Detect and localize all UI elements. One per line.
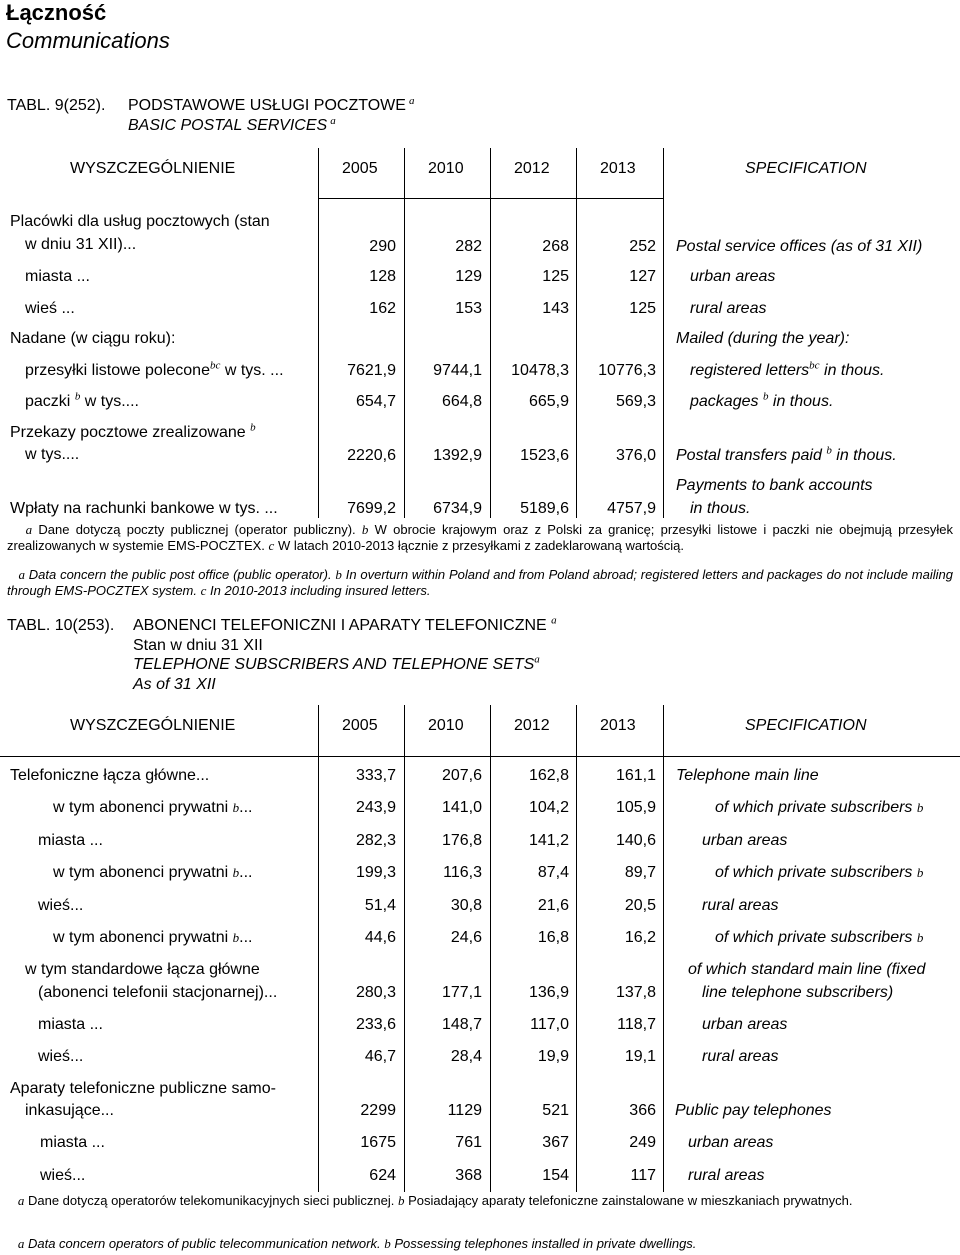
t1-cell: 128 <box>369 268 396 285</box>
t2-row-label: Aparaty telefoniczne publiczne samo- <box>10 1080 276 1097</box>
t2-row-label <box>40 1134 105 1152</box>
leader-dots: ... <box>239 929 253 946</box>
t2-row-label-text: wieś <box>38 1048 71 1065</box>
t2-row-label <box>38 1048 83 1066</box>
footnote-text: In 2010-2013 including insured letters. <box>210 583 431 598</box>
t2-cell: 19,9 <box>537 1048 569 1065</box>
table2-number: TABL. 10(253). <box>7 617 115 634</box>
footnote-mark: b <box>250 421 256 434</box>
t1-header-year: 2012 <box>514 160 550 177</box>
t1-row-label <box>10 421 256 442</box>
t2-col-divider <box>576 705 577 1192</box>
t1-cell: 268 <box>542 238 569 255</box>
t2-row-spec <box>715 929 923 947</box>
t2-row-spec-text: of which private subscribers <box>715 929 913 946</box>
leader-dots: ... <box>264 500 278 517</box>
t1-row-label <box>25 359 284 380</box>
table2-title-en-text: TELEPHONE SUBSCRIBERS AND TELEPHONE SETS <box>133 656 535 673</box>
t2-cell: 89,7 <box>624 864 656 881</box>
footnote-mark: b <box>826 444 832 457</box>
t2-row-label-text: w tym abonenci prywatni <box>53 799 229 816</box>
leader-dots: ... <box>100 1102 114 1119</box>
t2-cell: 24,6 <box>450 929 482 946</box>
t2-cell: 137,8 <box>615 984 656 1001</box>
footnote-mark: b <box>361 522 369 537</box>
t1-row-label-text: w dniu 31 XII) <box>25 236 123 253</box>
t2-cell: 46,7 <box>364 1048 396 1065</box>
table2-title-pl-text: ABONENCI TELEFONICZNI I APARATY TELEFONICZNE <box>133 617 547 634</box>
footnote-mark: b <box>74 390 81 403</box>
t2-row-label: w tym standardowe łącza główne <box>25 961 260 978</box>
t2-cell: 16,2 <box>624 929 656 946</box>
t1-row-label <box>25 300 75 318</box>
t2-row-label <box>53 864 252 882</box>
t2-cell: 199,3 <box>355 864 396 881</box>
t2-header-year: 2013 <box>600 717 636 734</box>
t2-cell: 104,2 <box>528 799 569 816</box>
t2-cell: 207,6 <box>441 767 482 784</box>
t2-row-label-text: miasta <box>38 832 86 849</box>
leader-dots: ... <box>239 799 253 816</box>
t2-cell: 280,3 <box>355 984 396 1001</box>
t2-row-spec: urban areas <box>688 1134 774 1151</box>
t2-cell: 624 <box>369 1167 396 1184</box>
t2-row-spec: Telephone main line <box>676 767 819 784</box>
footnote-mark: b <box>335 567 342 582</box>
t2-header-left: WYSZCZEGÓLNIENIE <box>70 717 236 734</box>
t2-row-spec: urban areas <box>702 832 788 849</box>
t1-row-label-text: w tys. <box>25 446 66 463</box>
t2-cell: 2299 <box>360 1102 396 1119</box>
footnote-text: W latach 2010-2013 łącznie z przesyłkami z zadeklarowaną wartością. <box>277 538 685 553</box>
t2-cell: 30,8 <box>450 897 482 914</box>
t2-cell: 140,6 <box>615 832 656 849</box>
t1-header-year: 2013 <box>600 160 636 177</box>
table1-title-pl <box>128 94 415 115</box>
t1-cell: 7699,2 <box>347 500 396 517</box>
table1-title-en <box>128 114 336 135</box>
t2-row-label-text: miasta <box>40 1134 88 1151</box>
t2-cell: 366 <box>629 1102 656 1119</box>
t2-footnotes-pl <box>7 1193 953 1209</box>
t1-row-spec: Postal service offices (as of 31 XII) <box>676 238 923 255</box>
t1-cell: 1523,6 <box>520 447 569 464</box>
t2-row-label-text: wieś <box>40 1167 73 1184</box>
t2-row-spec: line telephone subscribers) <box>702 984 894 1001</box>
footnote-mark: c <box>268 538 275 553</box>
leader-dots: ... <box>70 1048 84 1065</box>
footnote-text: Data concern the public post office (public operator). <box>28 567 332 582</box>
t2-cell: 162,8 <box>528 767 569 784</box>
t2-row-spec: of which standard main line (fixed <box>688 961 926 978</box>
t1-cell: 125 <box>542 268 569 285</box>
t1-header-right: SPECIFICATION <box>745 160 867 177</box>
footnote-text: Dane dotyczą operatorów telekomunikacyjnych sieci publicznej. <box>27 1193 395 1208</box>
footnote-mark: b <box>916 865 924 880</box>
t2-row-label <box>38 984 277 1002</box>
t1-header-left: WYSZCZEGÓLNIENIE <box>70 160 236 177</box>
footnote-mark: a <box>25 522 33 537</box>
t2-cell: 141,2 <box>528 832 569 849</box>
t1-row-label <box>25 390 139 411</box>
table2-title-pl <box>133 614 557 635</box>
t2-cell: 367 <box>542 1134 569 1151</box>
table2-title-en <box>133 653 540 674</box>
footnote-text: W obrocie krajowym oraz z Polski za granicę; przesyłki listowe i paczki nie obejmują przesyłek zrealizowanych w systemie EMS-POCZTEX. <box>7 522 953 553</box>
t1-cell: 6734,9 <box>433 500 482 517</box>
t2-footnotes-en <box>7 1236 953 1252</box>
t2-row-spec-text: of which private subscribers <box>715 864 913 881</box>
t2-cell: 141,0 <box>441 799 482 816</box>
t1-cell: 153 <box>455 300 482 317</box>
t1-row-label-text: Przekazy pocztowe zrealizowane <box>10 424 246 441</box>
t1-cell: 5189,6 <box>520 500 569 517</box>
t2-row-spec: rural areas <box>702 897 779 914</box>
leader-dots: ... <box>89 1016 103 1033</box>
t1-cell: 10776,3 <box>598 362 656 379</box>
t2-row-label-text: Telefoniczne łącza główne <box>10 767 196 784</box>
t2-row-label-text: (abonenci telefonii stacjonarnej) <box>38 984 264 1001</box>
footnote-text: Posiadający aparaty telefoniczne zainstalowane w mieszkaniach prywatnych. <box>408 1193 853 1208</box>
t1-cell: 143 <box>542 300 569 317</box>
t2-cell: 118,7 <box>617 1016 656 1033</box>
t2-row-label <box>38 1016 103 1034</box>
t1-row-label-unit: w tys. <box>224 362 266 379</box>
footnote-text: Data concern operators of public telecommunication network. <box>27 1236 381 1251</box>
t2-cell: 117,0 <box>530 1016 569 1033</box>
leader-dots: ... <box>270 362 284 379</box>
t1-row-label-text: wieś <box>25 300 58 317</box>
t2-row-label <box>53 799 252 817</box>
t2-header-right: SPECIFICATION <box>745 717 867 734</box>
leader-dots: ... <box>239 864 253 881</box>
t2-row-spec: Public pay telephones <box>675 1102 832 1119</box>
t2-cell: 16,8 <box>537 929 569 946</box>
t1-cell: 4757,9 <box>607 500 656 517</box>
footnote-text: In overturn within Poland and from Poland abroad; registered letters and packages do not include mailing through EMS-POCZTEX system. <box>7 567 953 598</box>
t1-col-divider <box>318 148 319 518</box>
t2-row-label-text: wieś <box>38 897 71 914</box>
t2-row-label <box>53 929 252 947</box>
leader-dots: ... <box>61 300 75 317</box>
t2-cell: 28,4 <box>450 1048 482 1065</box>
leader-dots: ... <box>70 897 84 914</box>
t2-row-label <box>38 897 83 915</box>
t2-cell: 21,6 <box>537 897 569 914</box>
t2-cell: 368 <box>455 1167 482 1184</box>
t2-row-label <box>38 832 103 850</box>
t2-cell: 44,6 <box>364 929 396 946</box>
t1-footnotes-en <box>7 567 953 599</box>
leader-dots: ... <box>72 1167 86 1184</box>
t1-row-label-text: paczki <box>25 393 71 410</box>
t2-cell: 333,7 <box>355 767 396 784</box>
t2-row-label <box>25 1102 114 1120</box>
t2-cell: 136,9 <box>528 984 569 1001</box>
t1-cell: 129 <box>455 268 482 285</box>
t1-row-spec-text: packages <box>690 393 759 410</box>
table1-title-en-text: BASIC POSTAL SERVICES <box>128 117 328 134</box>
t2-cell: 521 <box>542 1102 569 1119</box>
t2-col-divider <box>663 705 664 1192</box>
t2-col-divider <box>404 705 405 1192</box>
t1-col-divider <box>404 148 405 518</box>
t1-row-label-unit: w tys. <box>84 393 126 410</box>
t2-cell: 233,6 <box>355 1016 396 1033</box>
footnote-mark: b <box>397 1193 405 1208</box>
footnote-mark: a <box>18 567 25 582</box>
footnote-mark: b <box>916 800 924 815</box>
t1-header-rule <box>318 198 663 199</box>
t2-cell: 154 <box>542 1167 569 1184</box>
t2-cell: 1675 <box>360 1134 396 1151</box>
t2-cell: 161,1 <box>615 767 656 784</box>
footnote-mark: a <box>17 1193 25 1208</box>
table2-title-en-mark: a <box>534 653 540 666</box>
t1-row-label: Placówki dla usług pocztowych (stan <box>10 213 270 230</box>
t1-row-spec: in thous. <box>690 500 751 517</box>
t1-row-spec-unit: in thous. <box>772 393 834 410</box>
footnote-mark: b <box>232 930 240 945</box>
t2-cell: 761 <box>455 1134 482 1151</box>
t1-row-label <box>25 268 90 286</box>
t1-cell: 664,8 <box>441 393 482 410</box>
t2-row-label-text: w tym abonenci prywatni <box>53 864 229 881</box>
t2-row-label <box>40 1167 85 1185</box>
t1-row-label <box>25 446 79 464</box>
table2-title-pl-mark: a <box>551 614 557 627</box>
t2-row-spec <box>715 864 923 882</box>
t2-cell: 51,4 <box>364 897 396 914</box>
footnote-mark: c <box>200 583 207 598</box>
t1-cell: 9744,1 <box>433 362 482 379</box>
t2-cell: 116,3 <box>443 864 482 881</box>
t1-cell: 282 <box>455 238 482 255</box>
footnote-mark: b <box>916 930 924 945</box>
table2-subtitle-pl: Stan w dniu 31 XII <box>133 637 263 654</box>
leader-dots: ... <box>76 268 90 285</box>
t1-row-spec <box>676 444 897 465</box>
t1-row-label-text: miasta <box>25 268 73 285</box>
t2-row-label-text: inkasujące <box>25 1102 101 1119</box>
t1-row-spec: Payments to bank accounts <box>676 477 873 494</box>
t2-cell: 105,9 <box>615 799 656 816</box>
t1-cell: 1392,9 <box>433 447 482 464</box>
footnote-mark: b <box>232 865 240 880</box>
t1-row-label-text: przesyłki listowe polecone <box>25 362 210 379</box>
leader-dots: ... <box>122 236 137 253</box>
t2-row-spec: rural areas <box>702 1048 779 1065</box>
t1-row-label-text: Wpłaty na rachunki bankowe w tys. <box>10 500 260 517</box>
t2-row-label-text: miasta <box>38 1016 86 1033</box>
t2-header-year: 2012 <box>514 717 550 734</box>
t2-cell: 19,1 <box>624 1048 656 1065</box>
leader-dots: ... <box>125 393 139 410</box>
t1-cell: 10478,3 <box>511 362 569 379</box>
leader-dots: ... <box>263 984 278 1001</box>
leader-dots: ... <box>89 832 103 849</box>
table1-title-en-mark: a <box>330 114 336 127</box>
table2-subtitle-en: As of 31 XII <box>133 676 216 693</box>
t2-cell: 148,7 <box>441 1016 482 1033</box>
t2-cell: 249 <box>629 1134 656 1151</box>
t1-footnotes-pl <box>7 522 953 554</box>
t2-cell: 20,5 <box>624 897 656 914</box>
footnote-text: Possessing telephones installed in private dwellings. <box>394 1236 697 1251</box>
footnote-mark: bc <box>809 359 820 372</box>
t2-cell: 243,9 <box>355 799 396 816</box>
t2-cell: 176,8 <box>441 832 482 849</box>
t1-cell: 290 <box>369 238 396 255</box>
t2-cell: 282,3 <box>355 832 396 849</box>
t2-col-divider <box>490 705 491 1192</box>
t2-header-rule <box>0 756 960 757</box>
t1-col-divider <box>576 148 577 518</box>
table1-number: TABL. 9(252). <box>7 97 106 114</box>
t2-cell: 177,1 <box>441 984 482 1001</box>
table1-title-pl-text: PODSTAWOWE USŁUGI POCZTOWE <box>128 97 406 114</box>
t1-row-label <box>10 500 278 518</box>
t2-row-spec: urban areas <box>702 1016 788 1033</box>
t1-row-label <box>25 236 136 254</box>
t2-col-divider <box>318 705 319 1192</box>
t1-col-divider <box>490 148 491 518</box>
leader-dots: ... <box>91 1134 105 1151</box>
t2-cell: 1129 <box>447 1102 482 1119</box>
footnote-mark: a <box>17 1236 25 1251</box>
t1-row-spec-text: Postal transfers paid <box>676 447 822 464</box>
t2-header-year: 2010 <box>428 717 464 734</box>
t1-row-spec: urban areas <box>690 268 776 285</box>
leader-dots: ... <box>65 446 80 463</box>
t2-row-label <box>10 767 209 785</box>
footnote-text: Dane dotyczą poczty publicznej (operator publiczny). <box>38 522 356 537</box>
t1-row-spec: rural areas <box>690 300 767 317</box>
footnote-mark: b <box>232 800 240 815</box>
table1-title-pl-mark: a <box>408 94 415 107</box>
t1-col-divider <box>663 148 664 518</box>
footnote-mark: b <box>384 1236 391 1251</box>
t1-cell: 125 <box>629 300 656 317</box>
t2-header-year: 2005 <box>342 717 378 734</box>
t2-cell: 117 <box>630 1167 656 1184</box>
section-title-pl: Łączność <box>6 0 107 25</box>
t1-row-spec-unit: in thous. <box>836 447 897 464</box>
section-title-en: Communications <box>6 28 170 53</box>
t1-cell: 2220,6 <box>347 447 396 464</box>
t1-cell: 7621,9 <box>347 362 396 379</box>
t1-row-spec: Mailed (during the year): <box>676 330 850 347</box>
t1-row-spec <box>690 359 885 380</box>
t1-header-year: 2005 <box>342 160 378 177</box>
t2-row-label-text: w tym abonenci prywatni <box>53 929 229 946</box>
t1-cell: 665,9 <box>528 393 569 410</box>
t2-row-spec <box>715 799 923 817</box>
t2-row-spec: rural areas <box>688 1167 765 1184</box>
t1-cell: 569,3 <box>615 393 656 410</box>
t1-cell: 654,7 <box>355 393 396 410</box>
footnote-mark: bc <box>209 359 221 372</box>
t1-row-spec <box>690 390 834 411</box>
t2-cell: 87,4 <box>537 864 569 881</box>
t1-cell: 376,0 <box>615 447 656 464</box>
t1-cell: 162 <box>369 300 396 317</box>
t1-row-spec-text: registered letters <box>690 362 810 379</box>
t1-header-year: 2010 <box>428 160 464 177</box>
t1-row-label: Nadane (w ciągu roku): <box>10 330 176 347</box>
footnote-mark: b <box>762 390 769 403</box>
leader-dots: ... <box>195 767 210 784</box>
t1-cell: 252 <box>629 238 656 255</box>
t2-row-spec-text: of which private subscribers <box>715 799 913 816</box>
t1-row-spec-unit: in thous. <box>824 362 885 379</box>
t1-cell: 127 <box>629 268 656 285</box>
